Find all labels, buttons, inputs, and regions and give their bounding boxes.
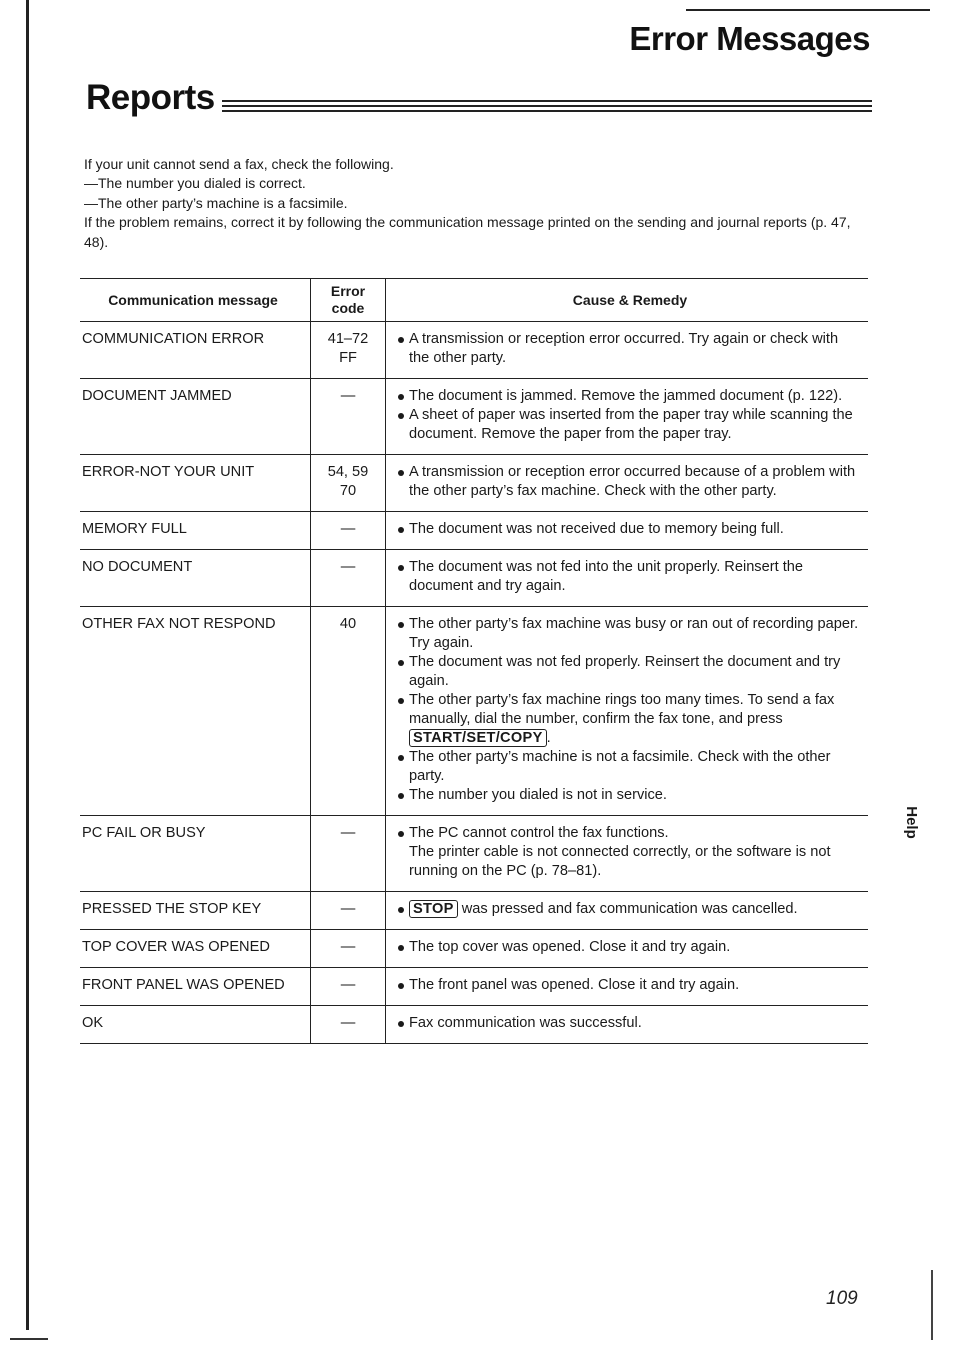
error-code: FF	[339, 350, 357, 366]
remedy-item: The other party’s machine is not a facsimile. Check with the other party.	[398, 748, 862, 786]
error-code: 70	[339, 483, 357, 499]
remedy-note: The printer cable is not connected correctly, or the software is not running on the PC (p. 78–81).	[409, 844, 831, 879]
remedy-item: The front panel was opened. Close it and try again.	[398, 976, 862, 995]
error-code: —	[340, 521, 356, 537]
header-rule	[686, 9, 930, 11]
message-cell: ERROR-NOT YOUR UNIT	[80, 455, 311, 512]
message-cell: MEMORY FULL	[80, 512, 311, 550]
remedy-item: The other party’s fax machine was busy or ran out of recording paper. Try again.	[398, 615, 862, 653]
remedy-item: The document is jammed. Remove the jammed document (p. 122).	[398, 387, 862, 406]
intro-line: —The other party’s machine is a facsimile.	[84, 194, 348, 211]
binding-foot-line	[10, 1338, 48, 1340]
message-cell: DOCUMENT JAMMED	[80, 379, 311, 455]
error-code: 41–72	[327, 331, 369, 347]
remedy-item: The other party’s fax machine rings too many times. To send a fax manually, dial the number, confirm the fax tone, and press START/SET/COPY .	[398, 691, 862, 748]
code-cell	[311, 455, 386, 512]
error-message-table	[80, 278, 870, 1044]
remedy-item: The document was not received due to memory being full.	[398, 520, 862, 539]
code-cell	[311, 892, 386, 930]
table-row	[80, 322, 868, 379]
intro-line: If the problem remains, correct it by following the communication message printed on the sending and journal reports (p. 47, 48).	[84, 214, 851, 250]
help-side-tab-label: Help	[902, 805, 920, 839]
remedy-cell	[386, 607, 869, 816]
table-row	[80, 1006, 868, 1044]
remedy-item: A sheet of paper was inserted from the paper tray while scanning the document. Remove the paper from the paper tray.	[398, 406, 862, 444]
section-title: Reports	[86, 78, 215, 117]
table-row	[80, 892, 868, 930]
code-cell	[311, 607, 386, 816]
message-cell: OTHER FAX NOT RESPOND	[80, 607, 311, 816]
page-number: 109	[826, 1288, 858, 1309]
remedy-cell	[386, 550, 869, 607]
intro-line: If your unit cannot send a fax, check the following.	[84, 156, 394, 172]
message-cell: FRONT PANEL WAS OPENED	[80, 968, 311, 1006]
message-cell: COMMUNICATION ERROR	[80, 322, 311, 379]
error-code: —	[340, 901, 356, 917]
remedy-cell	[386, 968, 869, 1006]
code-cell	[311, 322, 386, 379]
code-cell	[311, 816, 386, 892]
remedy-item: A transmission or reception error occurred. Try again or check with the other party.	[398, 330, 862, 368]
error-code: —	[340, 939, 356, 955]
remedy-item	[398, 900, 862, 919]
error-code: —	[340, 388, 356, 404]
remedy-text: The other party’s fax machine rings too many times. To send a fax manually, dial the number, confirm the fax tone, and press	[409, 692, 835, 727]
remedy-cell	[386, 1006, 869, 1044]
remedy-cell	[386, 512, 869, 550]
remedy-cell	[386, 816, 869, 892]
intro-text	[84, 155, 874, 252]
table-row	[80, 455, 868, 512]
binding-edge-line	[26, 0, 29, 1330]
error-code: —	[340, 1015, 356, 1031]
section-title-rules	[222, 100, 872, 118]
table-row	[80, 379, 868, 455]
code-cell	[311, 379, 386, 455]
message-cell: NO DOCUMENT	[80, 550, 311, 607]
code-cell	[311, 930, 386, 968]
error-code: 40	[339, 616, 357, 632]
message-cell: TOP COVER WAS OPENED	[80, 930, 311, 968]
remedy-item: The top cover was opened. Close it and try again.	[398, 938, 862, 957]
remedy-cell	[386, 379, 869, 455]
message-cell: PC FAIL OR BUSY	[80, 816, 311, 892]
remedy-cell	[386, 892, 869, 930]
message-cell: OK	[80, 1006, 311, 1044]
code-cell	[311, 1006, 386, 1044]
remedy-cell	[386, 930, 869, 968]
table-row	[80, 930, 868, 968]
header-cause-remedy: Cause & Remedy	[386, 279, 869, 322]
error-code: —	[340, 559, 356, 575]
code-cell	[311, 512, 386, 550]
error-code: 54, 59	[327, 464, 369, 480]
remedy-item: The document was not fed properly. Reinsert the document and try again.	[398, 653, 862, 691]
error-code: —	[340, 825, 356, 841]
code-cell	[311, 968, 386, 1006]
start-set-copy-key: START/SET/COPY	[409, 729, 547, 747]
remedy-item: The PC cannot control the fax functions.	[398, 824, 862, 843]
header-error-code-line: Error	[330, 283, 366, 299]
header-error-code-line: code	[331, 300, 365, 316]
remedy-text: was pressed and fax communication was cancelled.	[461, 901, 798, 917]
code-cell	[311, 550, 386, 607]
edge-mark	[931, 1270, 933, 1340]
table-header-row	[80, 279, 868, 322]
remedy-item: The document was not fed into the unit properly. Reinsert the document and try again.	[398, 558, 862, 596]
remedy-item: A transmission or reception error occurred because of a problem with the other party’s fax machine. Check with the other party.	[398, 463, 862, 501]
table-row	[80, 816, 868, 892]
table-row	[80, 512, 868, 550]
stop-key: STOP	[409, 900, 458, 918]
error-code: —	[340, 977, 356, 993]
remedy-item: Fax communication was successful.	[398, 1014, 862, 1033]
table-row	[80, 968, 868, 1006]
header-communication-message: Communication message	[80, 279, 311, 322]
header-error-code	[311, 279, 386, 322]
help-side-tab	[896, 804, 926, 840]
remedy-cell	[386, 455, 869, 512]
table-row	[80, 607, 868, 816]
remedy-cell	[386, 322, 869, 379]
page-title: Error Messages	[629, 20, 870, 57]
table-row	[80, 550, 868, 607]
intro-line: —The number you dialed is correct.	[84, 175, 306, 192]
message-cell: PRESSED THE STOP KEY	[80, 892, 311, 930]
remedy-item: The number you dialed is not in service.	[398, 786, 862, 805]
